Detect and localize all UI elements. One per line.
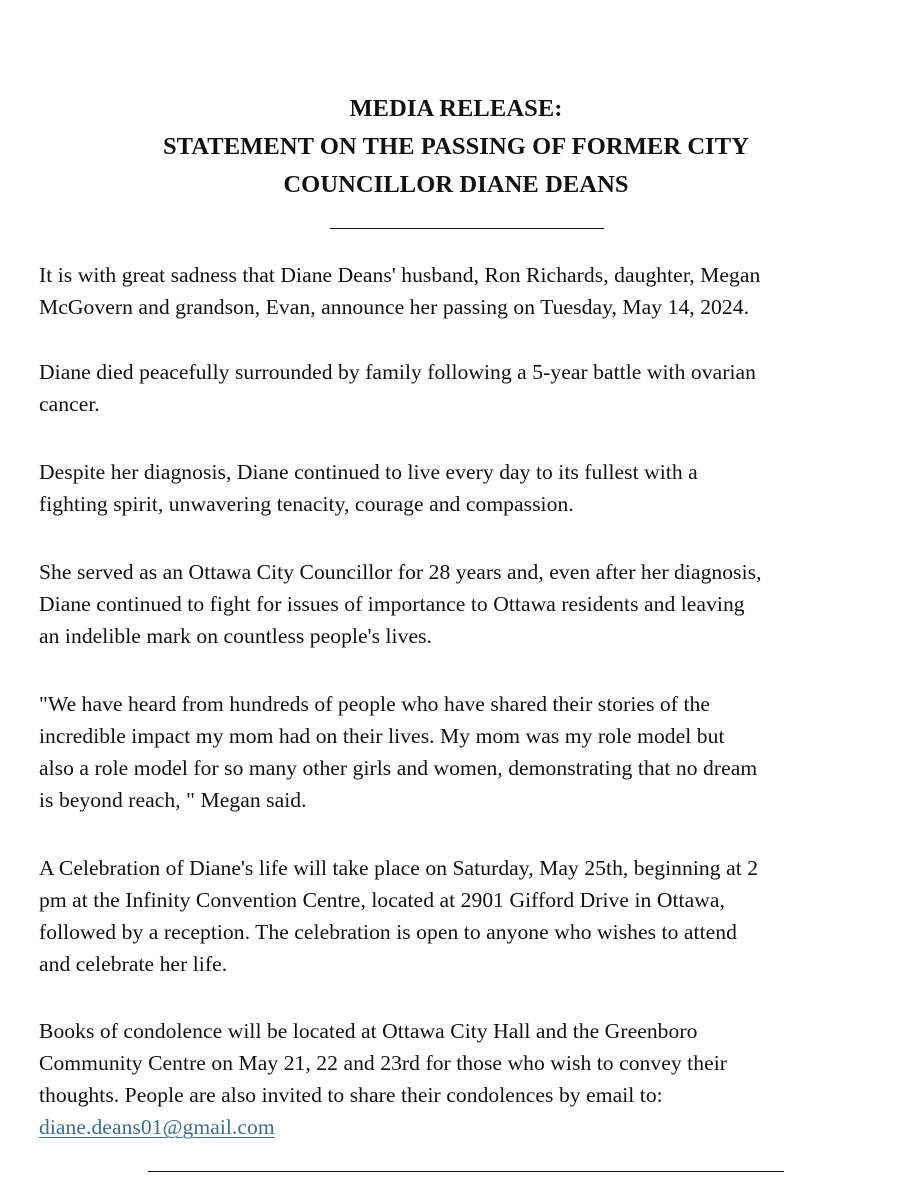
heading-line-3: COUNCILLOR DIANE DEANS [283,171,629,198]
text-line: fighting spirit, unwavering tenacity, courage and compassion. [39,492,574,516]
text-line: Community Centre on May 21, 22 and 23rd for those who wish to convey their [39,1051,728,1075]
condolence-email-link[interactable]: diane.deans01@gmail.com [39,1115,275,1139]
text-line: pm at the Infinity Convention Centre, located at 2901 Gifford Drive in Ottawa, [39,888,725,912]
text-line: is beyond reach, " Megan said. [39,788,307,812]
text-line: She served as an Ottawa City Councillor for 28 years and, even after her diagnosis, [39,560,762,584]
release-heading [0,90,912,204]
text-line: also a role model for so many other girls and women, demonstrating that no dream [39,756,758,780]
footer-divider [148,1171,784,1172]
heading-line-2: STATEMENT ON THE PASSING OF FORMER CITY [162,133,750,160]
text-line: and celebrate her life. [39,952,228,976]
text-line: incredible impact my mom had on their lives. My mom was my role model but [39,724,725,748]
text-line: Despite her diagnosis, Diane continued to live every day to its fullest with a [39,460,698,484]
paragraph-announcement [39,259,889,323]
email-line [39,1111,889,1143]
text-line: followed by a reception. The celebration is open to anyone who wishes to attend [39,920,737,944]
text-line: Diane continued to fight for issues of importance to Ottawa residents and leaving [39,592,745,616]
text-line: "We have heard from hundreds of people who have shared their stories of the [39,692,711,716]
text-line: an indelible mark on countless people's lives. [39,624,432,648]
heading-divider [330,228,604,229]
paragraph-quote [39,688,889,816]
text-line: Diane died peacefully surrounded by family following a 5-year battle with ovarian [39,360,757,384]
text-line: Books of condolence will be located at Ottawa City Hall and the Greenboro [39,1019,698,1043]
paragraph-condolences [39,1015,889,1143]
text-line: A Celebration of Diane's life will take place on Saturday, May 25th, beginning at 2 [39,856,759,880]
paragraph-cause [39,356,889,420]
heading-line-1: MEDIA RELEASE: [349,95,563,122]
text-line: McGovern and grandson, Evan, announce her passing on Tuesday, May 14, 2024. [39,295,750,319]
text-line: cancer. [39,392,100,416]
paragraph-service [39,556,889,652]
text-line: thoughts. People are also invited to share their condolences by email to: [39,1083,663,1107]
text-line: It is with great sadness that Diane Deans' husband, Ron Richards, daughter, Megan [39,263,761,287]
paragraph-spirit [39,456,889,520]
paragraph-celebration [39,852,889,980]
